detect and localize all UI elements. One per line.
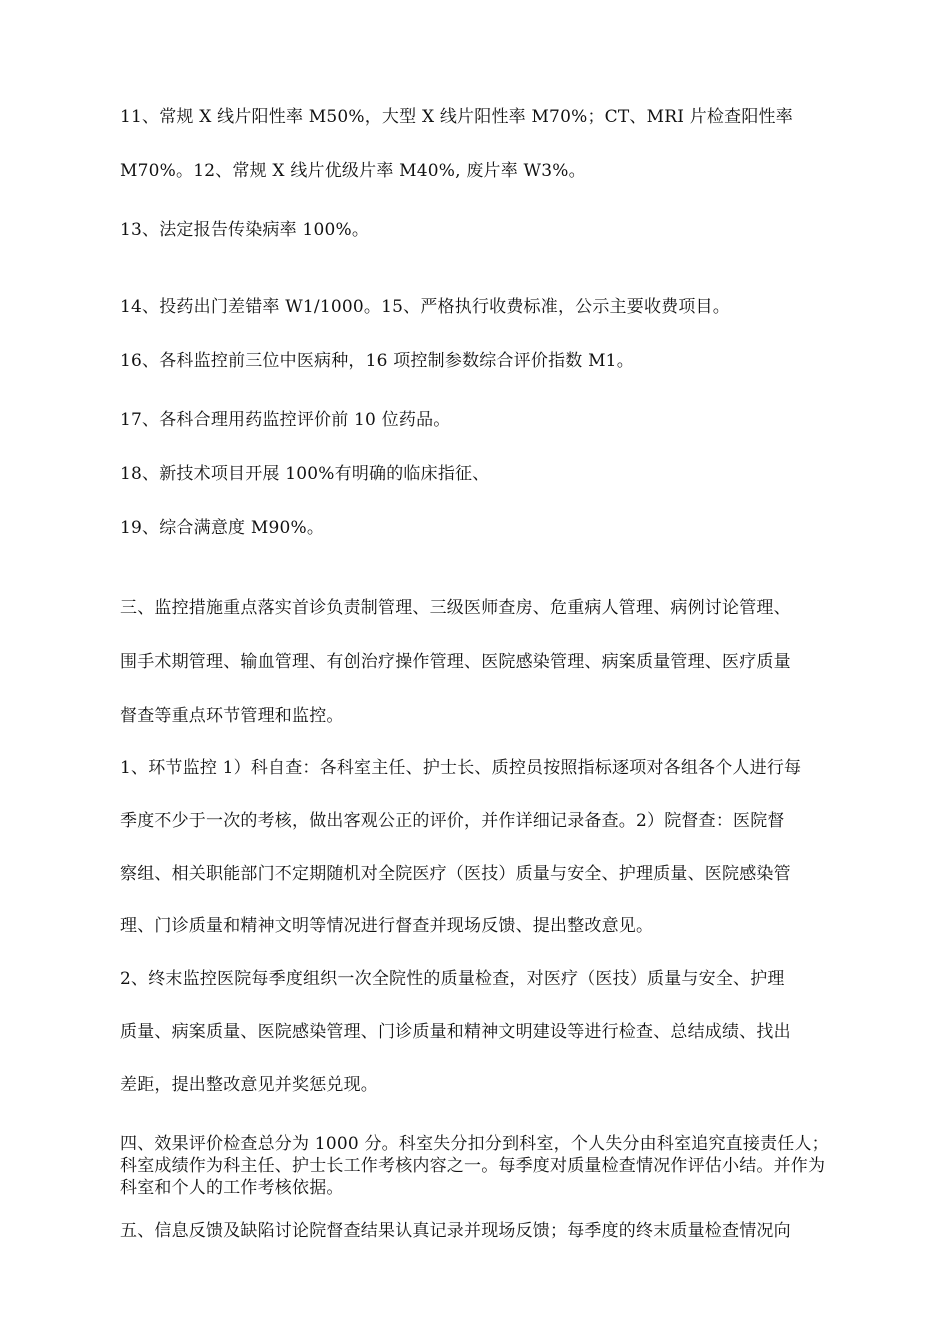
text-line-section3: 督查等重点环节管理和监控。 (120, 706, 344, 726)
text-line-14: 14、投药出门差错率 W1/1000。15、严格执行收费标准，公示主要收费项目。 (120, 297, 730, 317)
text-line-16: 16、各科监控前三位中医病种，16 项控制参数综合评价指数 M1。 (120, 351, 634, 371)
text-line-item2: 质量、病案质量、医院感染管理、门诊质量和精神文明建设等进行检查、总结成绩、找出 (120, 1022, 791, 1042)
text-line-17: 17、各科合理用药监控评价前 10 位药品。 (120, 410, 451, 430)
text-line-18: 18、新技术项目开展 100%有明确的临床指征、 (120, 464, 490, 484)
text-line-item2: 2、终末监控医院每季度组织一次全院性的质量检查，对医疗（医技）质量与安全、护理 (120, 969, 785, 989)
text-line-13: 13、法定报告传染病率 100%。 (120, 220, 370, 240)
text-line-item1: 察组、相关职能部门不定期随机对全院医疗（医技）质量与安全、护理质量、医院感染管 (120, 864, 791, 884)
text-paragraph-section4: 四、效果评价检查总分为 1000 分。科室失分扣分到科室，个人失分由科室追究直接责任人；科室成绩作为科主任、护士长工作考核内容之一。每季度对质量检查情况作评估小结。并作为科室和个人的工作考核依据。 (120, 1134, 829, 1198)
text-line-11: 11、常规 X 线片阳性率 M50%，大型 X 线片阳性率 M70%；CT、MRI 片检查阳性率 (120, 107, 793, 127)
text-line-section3: 围手术期管理、输血管理、有创治疗操作管理、医院感染管理、病案质量管理、医疗质量 (120, 652, 791, 672)
text-line-19: 19、综合满意度 M90%。 (120, 518, 325, 538)
text-line-section3: 三、监控措施重点落实首诊负责制管理、三级医师查房、危重病人管理、病例讨论管理、 (120, 598, 791, 618)
text-line-item1: 季度不少于一次的考核，做出客观公正的评价，并作详细记录备查。2）院督查：医院督 (120, 811, 785, 831)
text-line-item1: 1、环节监控 1）科自查：各科室主任、护士长、质控员按照指标逐项对各组各个人进行每 (120, 758, 802, 778)
text-line-12: M70%。12、常规 X 线片优级片率 M40%, 废片率 W3%。 (120, 161, 586, 181)
text-line-item2: 差距，提出整改意见并奖惩兑现。 (120, 1075, 378, 1095)
text-line-section5: 五、信息反馈及缺陷讨论院督查结果认真记录并现场反馈；每季度的终末质量检查情况向 (120, 1221, 791, 1241)
text-line-item1: 理、门诊质量和精神文明等情况进行督查并现场反馈、提出整改意见。 (120, 916, 654, 936)
